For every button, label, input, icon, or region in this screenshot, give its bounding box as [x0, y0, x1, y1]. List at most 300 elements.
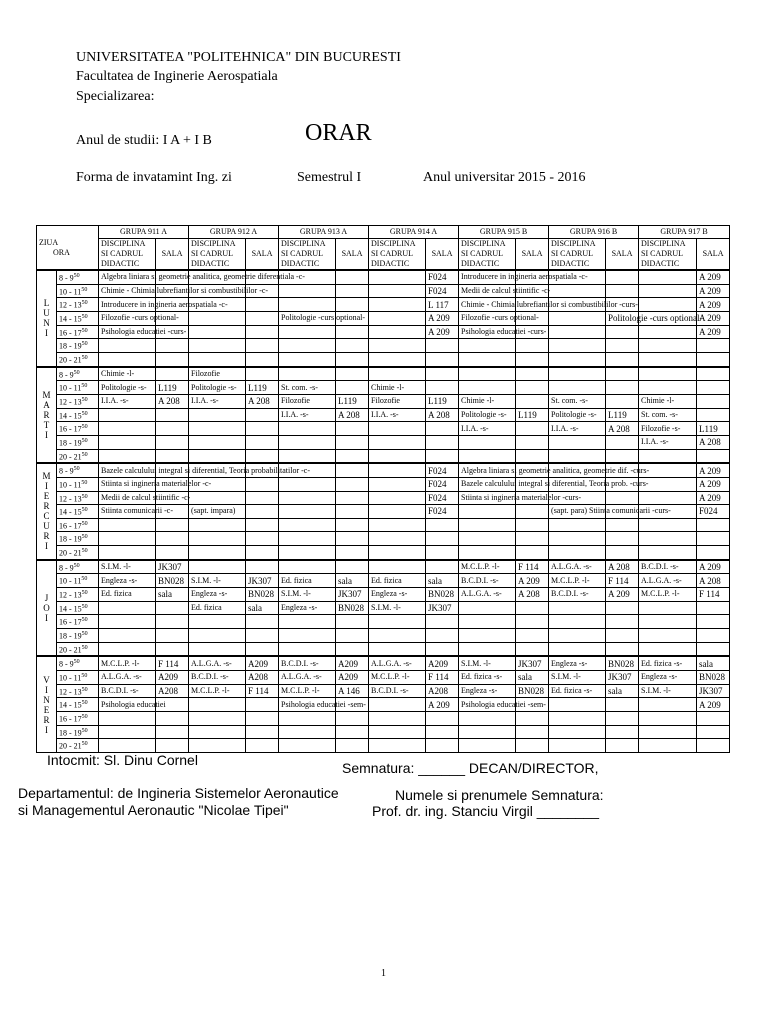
- room-cell: JK307: [246, 574, 279, 588]
- sala-header: SALA: [606, 239, 639, 271]
- room-cell: A 209: [606, 588, 639, 602]
- course-cell: [279, 352, 336, 366]
- course-cell: Ed. fizica: [189, 601, 246, 615]
- course-cell: [639, 339, 697, 353]
- room-cell: [246, 532, 279, 546]
- course-cell: [459, 449, 516, 463]
- room-cell: [426, 560, 459, 574]
- schedule-row: [37, 491, 730, 505]
- group-header: GRUPA 912 A: [189, 226, 279, 239]
- course-cell: [279, 339, 336, 353]
- course-cell: [189, 629, 246, 643]
- disciplina-header: DISCIPLINA SI CADRUL DIDACTIC: [369, 239, 426, 271]
- time-slot-label: 12 - 13: [59, 494, 82, 504]
- room-cell: [606, 518, 639, 532]
- course-cell: Engleza -s-: [459, 684, 516, 698]
- course-cell: [99, 352, 156, 366]
- course-cell: [639, 298, 697, 312]
- course-cell: [369, 270, 426, 284]
- time-slot: [57, 422, 99, 436]
- course-cell: [369, 284, 426, 298]
- time-slot-label: 18 - 19: [59, 631, 82, 641]
- room-cell: BN028: [426, 588, 459, 602]
- dean-name: Prof. dr. ing. Stanciu Virgil ________: [372, 803, 600, 819]
- group-header: GRUPA 914 A: [369, 226, 459, 239]
- course-cell: B.C.D.I. -s-: [639, 560, 697, 574]
- course-cell: [369, 629, 426, 643]
- group-header: GRUPA 911 A: [99, 226, 189, 239]
- ziua-label: ZIUA: [39, 237, 59, 247]
- room-cell: [697, 339, 730, 353]
- minutes-superscript: 50: [81, 590, 88, 597]
- course-cell: [459, 352, 516, 366]
- room-cell: JK307: [156, 560, 189, 574]
- schedule-row: [37, 463, 730, 477]
- course-cell: [279, 449, 336, 463]
- course-cell: [459, 712, 516, 726]
- course-cell: Ed. fizica: [369, 574, 426, 588]
- room-cell: [426, 381, 459, 395]
- schedule-row: [37, 298, 730, 312]
- disciplina-header: DISCIPLINA SI CADRUL DIDACTIC: [279, 239, 336, 271]
- room-cell: BN028: [606, 656, 639, 670]
- course-cell: [99, 518, 156, 532]
- room-cell: [606, 394, 639, 408]
- room-cell: [426, 518, 459, 532]
- day-label: M A R T I: [37, 367, 57, 464]
- course-cell: Politologie -s-: [459, 408, 516, 422]
- room-cell: [697, 546, 730, 560]
- room-cell: [516, 422, 549, 436]
- course-cell: Engleza -s-: [189, 588, 246, 602]
- room-cell: F024: [426, 284, 459, 298]
- room-cell: [246, 560, 279, 574]
- course-cell: [279, 491, 336, 505]
- minutes-superscript: 50: [81, 644, 88, 651]
- time-slot-label: 8 - 9: [59, 563, 74, 573]
- room-cell: [156, 422, 189, 436]
- course-cell: [369, 725, 426, 739]
- course-cell: [549, 725, 606, 739]
- course-cell: St. com. -s-: [549, 394, 606, 408]
- name-and-signature: Numele si prenumele Semnatura:: [395, 787, 604, 803]
- room-cell: sala: [156, 588, 189, 602]
- room-cell: [516, 394, 549, 408]
- room-cell: [336, 532, 369, 546]
- course-cell: [639, 352, 697, 366]
- course-cell: St. com. -s-: [279, 381, 336, 395]
- time-slot: [57, 505, 99, 519]
- time-slot: [57, 339, 99, 353]
- course-cell: M.C.L.P. -l-: [639, 588, 697, 602]
- course-cell: I.I.A. -s-: [639, 435, 697, 449]
- minutes-superscript: 50: [81, 300, 88, 307]
- room-cell: [336, 270, 369, 284]
- course-cell: Engleza -s-: [549, 656, 606, 670]
- room-cell: [606, 739, 639, 753]
- room-cell: [426, 352, 459, 366]
- course-cell: [99, 422, 156, 436]
- time-slot: [57, 712, 99, 726]
- room-cell: [156, 435, 189, 449]
- course-cell: Politologie -s-: [189, 381, 246, 395]
- course-cell: [99, 739, 156, 753]
- time-slot-label: 8 - 9: [59, 660, 74, 670]
- day-label: L U N I: [37, 270, 57, 367]
- course-cell: Ed. fizica: [279, 574, 336, 588]
- room-cell: [246, 408, 279, 422]
- course-cell: Politologie -s-: [549, 408, 606, 422]
- course-cell: [279, 739, 336, 753]
- header-faculty: Facultatea de Inginerie Aerospatiala: [76, 69, 278, 84]
- minutes-superscript: 50: [73, 273, 80, 279]
- minutes-superscript: 50: [81, 493, 88, 500]
- course-cell: [279, 725, 336, 739]
- course-cell: [369, 505, 426, 519]
- time-slot-label: 20 - 21: [59, 645, 82, 655]
- course-cell: Ed. fizica -s-: [459, 671, 516, 685]
- course-cell: [369, 463, 426, 477]
- course-cell: [189, 546, 246, 560]
- schedule-row: [37, 422, 730, 436]
- course-cell: [279, 435, 336, 449]
- room-cell: [156, 601, 189, 615]
- room-cell: [426, 629, 459, 643]
- minutes-superscript: 50: [81, 479, 88, 486]
- course-cell: [279, 532, 336, 546]
- course-cell: [459, 532, 516, 546]
- room-cell: [606, 712, 639, 726]
- time-slot: [57, 408, 99, 422]
- schedule-row: [37, 671, 730, 685]
- course-cell: [639, 491, 697, 505]
- room-cell: A 208: [697, 435, 730, 449]
- course-cell: B.C.D.I. -s-: [189, 671, 246, 685]
- room-cell: BN028: [156, 574, 189, 588]
- time-slot: [57, 739, 99, 753]
- course-cell: [99, 449, 156, 463]
- minutes-superscript: 50: [81, 631, 88, 638]
- course-cell: Politologie -curs optional-: [279, 311, 336, 325]
- room-cell: [336, 422, 369, 436]
- room-cell: F024: [426, 463, 459, 477]
- course-cell: [189, 698, 246, 712]
- course-cell: [279, 367, 336, 381]
- header-an-universitar: Anul universitar 2015 - 2016: [423, 170, 586, 185]
- room-cell: [516, 739, 549, 753]
- course-cell: [459, 629, 516, 643]
- minutes-superscript: 50: [81, 313, 88, 320]
- room-cell: A 208: [426, 408, 459, 422]
- room-cell: [606, 629, 639, 643]
- room-cell: [336, 449, 369, 463]
- course-cell: [639, 518, 697, 532]
- room-cell: [336, 381, 369, 395]
- room-cell: BN028: [697, 671, 730, 685]
- room-cell: [156, 725, 189, 739]
- room-cell: A 209: [697, 311, 730, 325]
- time-slot-label: 12 - 13: [59, 300, 82, 310]
- course-cell: [639, 532, 697, 546]
- schedule-row: [37, 725, 730, 739]
- course-cell: [549, 546, 606, 560]
- room-cell: L119: [246, 381, 279, 395]
- room-cell: [336, 352, 369, 366]
- schedule-row: [37, 311, 730, 325]
- course-cell: [279, 712, 336, 726]
- time-slot: [57, 463, 99, 477]
- course-cell: B.C.D.I. -s-: [369, 684, 426, 698]
- course-cell: [549, 352, 606, 366]
- course-cell: [369, 311, 426, 325]
- room-cell: BN028: [336, 601, 369, 615]
- schedule-row: [37, 574, 730, 588]
- disciplina-header: DISCIPLINA SI CADRUL DIDACTIC: [189, 239, 246, 271]
- time-slot-label: 18 - 19: [59, 535, 82, 545]
- room-cell: [246, 725, 279, 739]
- room-cell: [426, 642, 459, 656]
- room-cell: [606, 435, 639, 449]
- room-cell: L119: [336, 394, 369, 408]
- course-cell: [549, 311, 606, 325]
- course-cell: [549, 712, 606, 726]
- time-slot: [57, 352, 99, 366]
- department-line-2: si Managementul Aeronautic "Nicolae Tipei": [18, 802, 289, 818]
- time-slot-label: 8 - 9: [59, 273, 74, 283]
- course-cell: [369, 477, 426, 491]
- room-cell: [246, 298, 279, 312]
- room-cell: [697, 712, 730, 726]
- room-cell: F024: [697, 505, 730, 519]
- room-cell: Politologie -curs optional-: [606, 311, 639, 325]
- course-cell: [279, 546, 336, 560]
- minutes-superscript: 50: [81, 354, 88, 361]
- course-cell: [369, 518, 426, 532]
- room-cell: [606, 615, 639, 629]
- course-cell: [369, 449, 426, 463]
- sala-header: SALA: [156, 239, 189, 271]
- course-cell: Filozofie -s-: [639, 422, 697, 436]
- room-cell: [246, 325, 279, 339]
- course-cell: Psihologia educatiei -curs-: [459, 325, 516, 339]
- time-slot-label: 10 - 11: [59, 673, 82, 683]
- room-cell: sala: [426, 574, 459, 588]
- course-cell: [369, 367, 426, 381]
- course-cell: Chimie -l-: [369, 381, 426, 395]
- time-slot: [57, 698, 99, 712]
- course-cell: [189, 311, 246, 325]
- room-cell: A 208: [697, 574, 730, 588]
- header-university: UNIVERSITATEA "POLITEHNICA" DIN BUCURESTI: [76, 50, 401, 65]
- course-cell: Filozofie: [189, 367, 246, 381]
- room-cell: [697, 615, 730, 629]
- schedule-row: [37, 560, 730, 574]
- room-cell: L119: [697, 422, 730, 436]
- minutes-superscript: 50: [81, 603, 88, 610]
- schedule-row: [37, 698, 730, 712]
- course-cell: [549, 698, 606, 712]
- time-slot: [57, 325, 99, 339]
- course-cell: [459, 546, 516, 560]
- sala-header: SALA: [246, 239, 279, 271]
- schedule-row: [37, 408, 730, 422]
- room-cell: A208: [156, 684, 189, 698]
- room-cell: [336, 477, 369, 491]
- sala-header: SALA: [516, 239, 549, 271]
- header-semestru: Semestrul I: [297, 170, 362, 185]
- room-cell: [516, 449, 549, 463]
- room-cell: [426, 739, 459, 753]
- room-cell: [606, 532, 639, 546]
- prepared-by: Intocmit: Sl. Dinu Cornel: [47, 752, 198, 768]
- room-cell: [606, 381, 639, 395]
- room-cell: [336, 491, 369, 505]
- course-cell: [639, 698, 697, 712]
- time-slot-label: 14 - 15: [59, 314, 82, 324]
- course-cell: [99, 435, 156, 449]
- course-cell: A.L.G.A. -s-: [459, 588, 516, 602]
- course-cell: [279, 505, 336, 519]
- room-cell: L 117: [426, 298, 459, 312]
- group-header: GRUPA 917 B: [639, 226, 730, 239]
- room-cell: [336, 339, 369, 353]
- room-cell: A 209: [697, 325, 730, 339]
- course-cell: M.C.L.P. -l-: [99, 656, 156, 670]
- course-cell: A.L.G.A. -s-: [189, 656, 246, 670]
- schedule-row: [37, 615, 730, 629]
- schedule-row: [37, 684, 730, 698]
- schedule-row: [37, 352, 730, 366]
- room-cell: F 114: [156, 656, 189, 670]
- minutes-superscript: 50: [81, 714, 88, 720]
- room-cell: [156, 518, 189, 532]
- course-cell: [459, 518, 516, 532]
- time-slot-label: 16 - 17: [59, 714, 82, 724]
- room-cell: A 209: [426, 698, 459, 712]
- minutes-superscript: 50: [73, 659, 80, 666]
- room-cell: [156, 352, 189, 366]
- minutes-superscript: 50: [81, 507, 88, 514]
- room-cell: BN028: [246, 588, 279, 602]
- room-cell: [246, 435, 279, 449]
- day-label: J O I: [37, 560, 57, 657]
- time-slot: [57, 435, 99, 449]
- time-slot: [57, 381, 99, 395]
- room-cell: [516, 435, 549, 449]
- time-slot: [57, 477, 99, 491]
- room-cell: [156, 449, 189, 463]
- course-cell: [369, 491, 426, 505]
- room-cell: A 209: [697, 560, 730, 574]
- minutes-superscript: 50: [81, 327, 88, 334]
- schedule-table-wrapper: [36, 225, 729, 753]
- time-slot: [57, 394, 99, 408]
- room-cell: [246, 629, 279, 643]
- course-cell: [459, 642, 516, 656]
- header-specialization: Specializarea:: [76, 89, 155, 104]
- room-cell: [697, 725, 730, 739]
- room-cell: L119: [606, 408, 639, 422]
- room-cell: A 209: [697, 491, 730, 505]
- room-cell: JK307: [336, 588, 369, 602]
- room-cell: [336, 505, 369, 519]
- course-cell: B.C.D.I. -s-: [459, 574, 516, 588]
- course-cell: Psihologia educatiei -curs-: [99, 325, 156, 339]
- course-cell: S.I.M. -l-: [99, 560, 156, 574]
- course-cell: [369, 739, 426, 753]
- room-cell: A208: [246, 671, 279, 685]
- time-slot-label: 16 - 17: [59, 424, 82, 434]
- course-cell: [549, 629, 606, 643]
- course-cell: [99, 601, 156, 615]
- room-cell: sala: [516, 671, 549, 685]
- room-cell: [156, 367, 189, 381]
- room-cell: sala: [246, 601, 279, 615]
- time-slot: [57, 298, 99, 312]
- course-cell: [369, 298, 426, 312]
- room-cell: [516, 532, 549, 546]
- time-slot: [57, 449, 99, 463]
- room-cell: [606, 339, 639, 353]
- course-cell: A.L.G.A. -s-: [639, 574, 697, 588]
- course-cell: [99, 642, 156, 656]
- course-cell: [99, 339, 156, 353]
- room-cell: [697, 601, 730, 615]
- course-cell: M.C.L.P. -l-: [549, 574, 606, 588]
- time-slot: [57, 684, 99, 698]
- room-cell: [426, 435, 459, 449]
- room-cell: A 146: [336, 684, 369, 698]
- course-cell: [279, 422, 336, 436]
- room-cell: [516, 601, 549, 615]
- course-cell: [459, 725, 516, 739]
- time-slot: [57, 284, 99, 298]
- minutes-superscript: 50: [73, 466, 80, 473]
- room-cell: JK307: [697, 684, 730, 698]
- room-cell: [426, 422, 459, 436]
- room-cell: [516, 381, 549, 395]
- course-cell: [549, 381, 606, 395]
- course-cell: [99, 629, 156, 643]
- room-cell: [246, 422, 279, 436]
- schedule-row: [37, 712, 730, 726]
- course-cell: [369, 422, 426, 436]
- time-slot-label: 18 - 19: [59, 728, 82, 738]
- time-slot-label: 20 - 21: [59, 452, 82, 462]
- time-slot-label: 18 - 19: [59, 438, 82, 448]
- room-cell: [336, 284, 369, 298]
- course-cell: Psihologia educatiei: [99, 698, 156, 712]
- room-cell: [516, 712, 549, 726]
- minutes-superscript: 50: [81, 437, 88, 444]
- course-cell: [99, 546, 156, 560]
- room-cell: [697, 532, 730, 546]
- course-cell: Ed. fizica: [99, 588, 156, 602]
- minutes-superscript: 50: [81, 451, 88, 458]
- course-cell: A.L.G.A. -s-: [279, 671, 336, 685]
- schedule-row: [37, 325, 730, 339]
- time-slot-label: 14 - 15: [59, 411, 82, 421]
- room-cell: [426, 449, 459, 463]
- room-cell: [246, 477, 279, 491]
- course-cell: Engleza -s-: [279, 601, 336, 615]
- room-cell: [336, 325, 369, 339]
- minutes-superscript: 50: [81, 686, 88, 693]
- course-cell: [639, 601, 697, 615]
- time-slot: [57, 532, 99, 546]
- course-cell: [369, 642, 426, 656]
- course-cell: Filozofie: [279, 394, 336, 408]
